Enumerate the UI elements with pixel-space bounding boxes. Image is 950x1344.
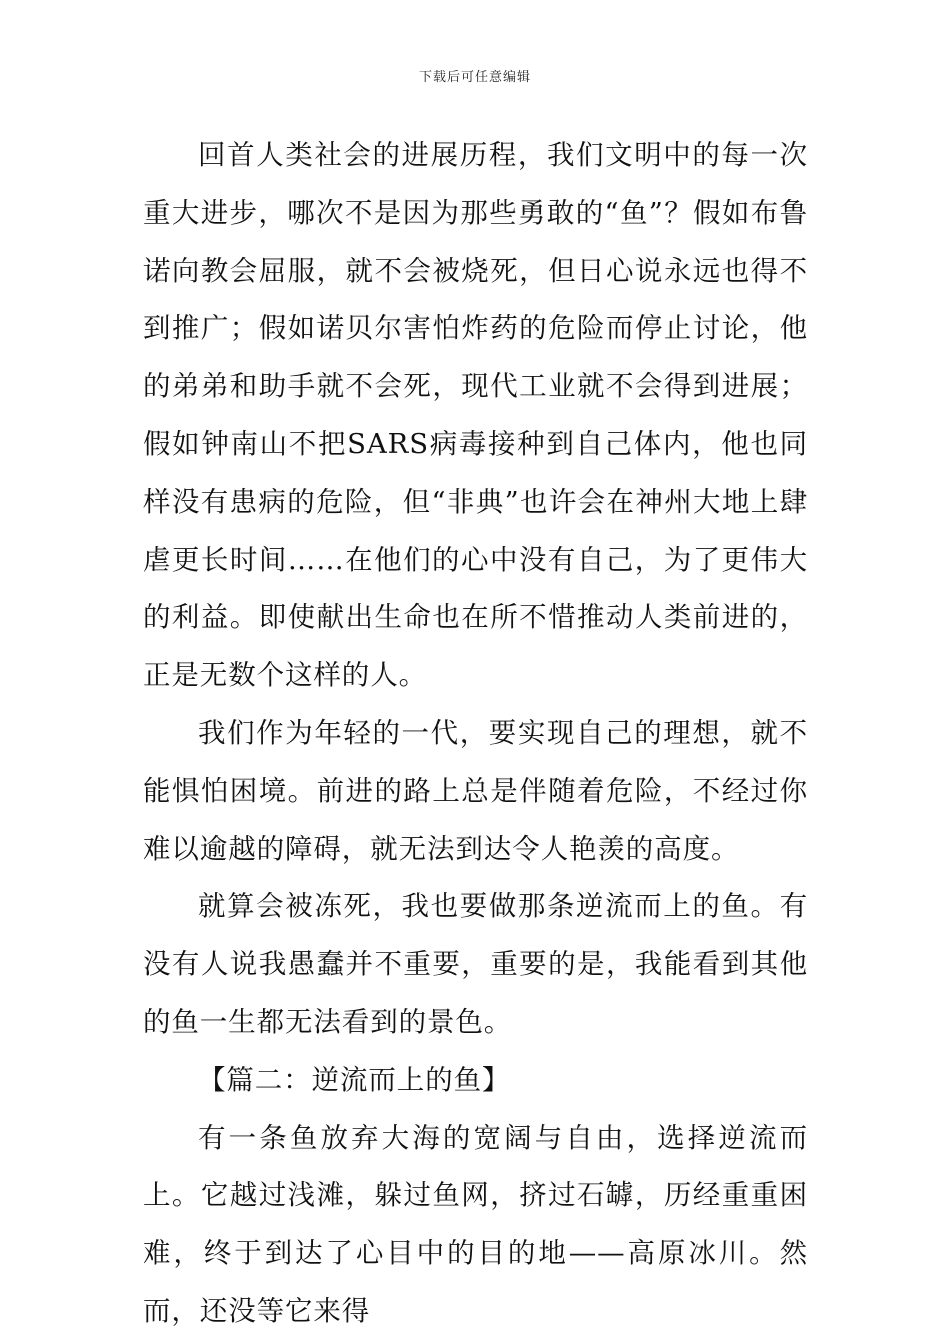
document-body [143,127,808,1327]
paragraph-young-generation: 我们作为年轻的一代，要实现自己的理想，就不能惧怕困境。前进的路上总是伴随着危险，不经过你难以逾越的障碍，就无法到达令人艳羡的高度。 [143,716,808,865]
paragraph-upstream-fish: 就算会被冻死，我也要做那条逆流而上的鱼。有没有人说我愚蠢并不重要，重要的是，我能看到其他的鱼一生都无法看到的景色。 [143,890,808,1038]
paragraph-history-progress: 回首人类社会的进展历程，我们文明中的每一次重大进步，哪次不是因为那些勇敢的“鱼”？假如布鲁诺向教会屈服，就不会被烧死，但日心说永远也得不到推广；假如诺贝尔害怕炸药的危险而停止讨论，他的弟弟和助手就不会死，现代工业就不会得到进展；假如钟南山不把SARS病毒接种到自己体内，他也同样没有患病的危险，但“非典”也许会在神州大地上肆虐更长时间……在他们的心中没有自己，为了更伟大的利益。即使献出生命也在所不惜推动人类前进的，正是无数个这样的人。 [143,139,808,692]
page-header: 下载后可任意编辑 [418,70,531,85]
paragraph-chapter-two-opening: 有一条鱼放弃大海的宽阔与自由，选择逆流而上。它越过浅滩，躲过鱼网，挤过石罅，历经重重困难，终于到达了心目中的目的地——高原冰川。然而，还没等它来得 [143,1121,808,1327]
section-heading-chapter-two: 【篇二：逆流而上的鱼】 [198,1063,511,1096]
